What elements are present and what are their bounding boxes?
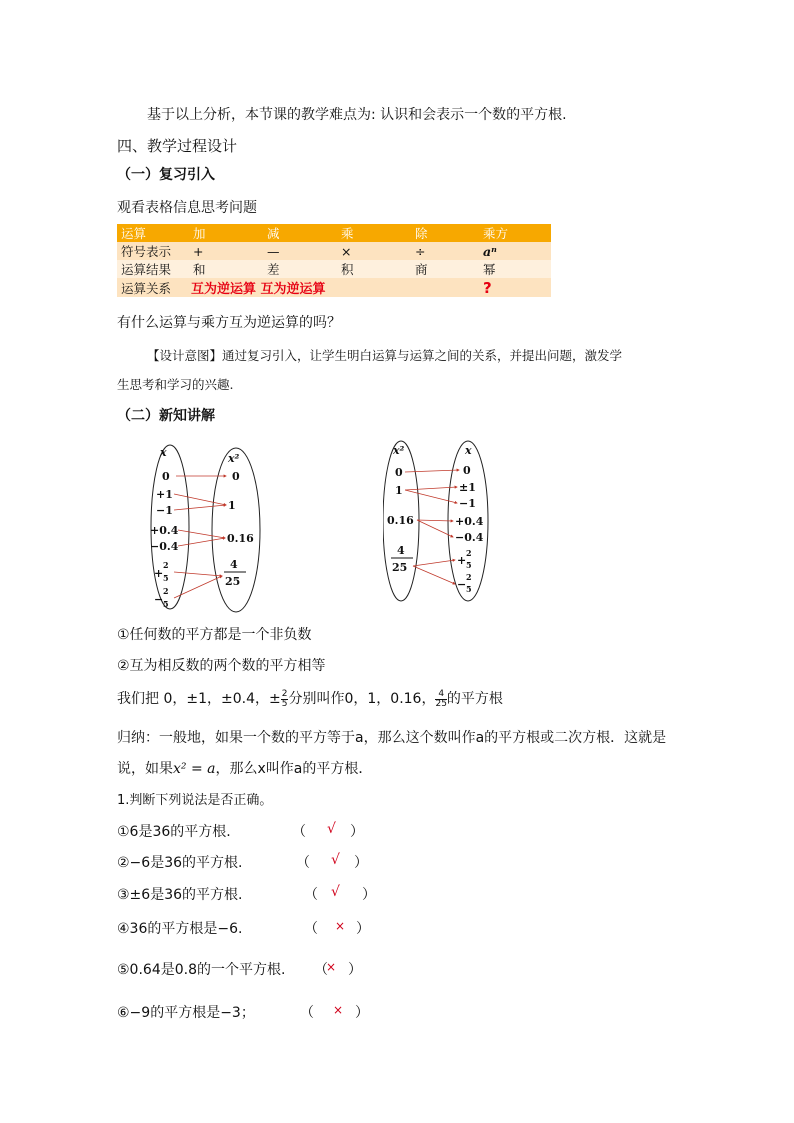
mapping-diagram-x2-to-x (383, 436, 493, 606)
value-label: 25 (392, 561, 408, 574)
square-root-statement (117, 688, 503, 709)
statement-part: 的平方根 (446, 691, 503, 707)
value-label: + (154, 567, 164, 580)
design-intent: 【设计意图】通过复习引入，让学生明白运算与运算之间的关系，并提出问题，激发学 (147, 348, 623, 363)
answer-open-paren: （ (314, 962, 328, 978)
operations-table (117, 224, 551, 297)
table-row (117, 242, 551, 260)
value-label: 1 (395, 484, 403, 497)
table-cell: + (189, 242, 263, 260)
answer-open-paren: （ (292, 824, 306, 840)
fraction: $\frac{4}{25}$ (435, 688, 447, 709)
table-row (117, 278, 551, 297)
table-cell: 除 (411, 224, 479, 242)
table-cell: 加 (189, 224, 263, 242)
question-text: 有什么运算与乘方互为逆运算的吗？ (117, 315, 341, 331)
difficulty-paragraph: 基于以上分析，本节课的教学难点为: 认识和会表示一个数的平方根. (147, 107, 567, 123)
answer-open-paren: （ (304, 887, 318, 903)
check-mark-icon: √ (327, 821, 336, 837)
definition-part: 说，如果 (117, 761, 173, 777)
frac-denominator: 5 (163, 599, 169, 609)
answer-open-paren: （ (300, 1005, 314, 1021)
frac-numerator: 2 (163, 586, 169, 596)
table-cell: 符号表示 (117, 242, 189, 260)
table-cell: 乘方 (479, 224, 551, 242)
frac-numerator: 2 (466, 572, 472, 582)
exercise-item-5: ⑤0.64是0.8的一个平方根. (117, 962, 286, 978)
relation-label: 互为逆运算 (260, 282, 326, 297)
cross-mark-icon: × (326, 960, 337, 974)
value-label: −1 (459, 497, 476, 510)
table-cell: × (337, 242, 411, 260)
x-header: x (160, 446, 167, 459)
table-cell: 积 (337, 260, 411, 278)
mapping-diagram-x-to-x2 (140, 440, 270, 615)
value-label: 0 (232, 470, 240, 483)
table-row (117, 260, 551, 278)
value-label: 25 (225, 575, 241, 588)
value-label: 0 (395, 466, 403, 479)
observe-instruction: 观看表格信息思考问题 (117, 200, 257, 216)
definition-part: ，那么x叫作a的平方根． (215, 761, 373, 777)
table-cell (337, 278, 411, 297)
x-header: x (465, 444, 472, 457)
value-label: −0.4 (455, 531, 484, 544)
cross-mark-icon: × (335, 919, 346, 933)
subsection-review: （一）复习引入 (117, 167, 215, 183)
table-cell: ? (479, 278, 551, 297)
answer-close-paren: ） (355, 1005, 369, 1021)
value-label: +0.4 (150, 524, 179, 537)
table-cell: 幂 (479, 260, 551, 278)
table-cell: ÷ (411, 242, 479, 260)
answer-close-paren: ） (350, 824, 364, 840)
check-mark-icon: √ (331, 884, 340, 900)
frac-denominator: 5 (163, 573, 169, 583)
value-label: −1 (156, 504, 173, 517)
table-cell (411, 278, 479, 297)
subsection-new-knowledge: （二）新知讲解 (117, 408, 215, 424)
x2-header: x² (228, 452, 240, 465)
exercise-item-6: ⑥−9的平方根是−3； (117, 1005, 255, 1021)
exercise-prompt: 1.判断下列说法是否正确。 (117, 793, 273, 808)
table-cell: 运算关系 (117, 278, 189, 297)
value-label: 0 (463, 464, 471, 477)
cross-mark-icon: × (333, 1003, 344, 1017)
table-cell: 减 (263, 224, 337, 242)
section-heading-4: 四、教学过程设计 (117, 137, 238, 155)
frac-denominator: 5 (466, 560, 472, 570)
design-intent-cont: 生思考和学习的兴趣. (117, 377, 234, 392)
table-cell: aⁿ (479, 242, 551, 260)
table-cell: 运算 (117, 224, 189, 242)
frac-numerator: 2 (466, 548, 472, 558)
table-cell (189, 278, 337, 297)
check-mark-icon: √ (331, 852, 340, 868)
statement-part: 我们把 0，±1，±0.4，± (117, 691, 281, 707)
table-cell: 差 (263, 260, 337, 278)
value-label: +0.4 (455, 515, 484, 528)
value-label: +1 (156, 488, 173, 501)
table-cell: 运算结果 (117, 260, 189, 278)
relation-label: 互为逆运算 (191, 282, 257, 297)
fraction: $\frac{2}{5}$ (281, 688, 288, 709)
exercise-item-3: ③±6是36的平方根. (117, 887, 243, 903)
answer-open-paren: （ (296, 855, 310, 871)
value-label: 4 (230, 558, 238, 571)
observation-1: ①任何数的平方都是一个非负数 (117, 627, 312, 643)
definition-formula: x² = a (173, 761, 216, 777)
table-cell: 乘 (337, 224, 411, 242)
value-label: −0.4 (150, 540, 179, 553)
observation-2: ②互为相反数的两个数的平方相等 (117, 658, 326, 674)
answer-close-paren: ） (356, 921, 370, 937)
answer-close-paren: ） (362, 887, 376, 903)
definition-line-2 (117, 758, 372, 778)
value-label: 1 (228, 499, 236, 512)
value-label: 0.16 (227, 532, 254, 545)
answer-close-paren: ） (354, 855, 368, 871)
answer-open-paren: （ (304, 921, 318, 937)
x2-header: x² (393, 444, 405, 457)
exercise-item-1: ①6是36的平方根. (117, 824, 231, 840)
table-header-row (117, 224, 551, 242)
frac-denominator: 5 (466, 584, 472, 594)
value-label: − (457, 578, 467, 591)
table-cell: — (263, 242, 337, 260)
frac-numerator: 2 (163, 560, 169, 570)
value-label: 0 (162, 470, 170, 483)
value-label: 4 (397, 544, 405, 557)
value-label: ±1 (459, 481, 476, 494)
exercise-item-4: ④36的平方根是−6. (117, 921, 243, 937)
exercise-item-2: ②−6是36的平方根. (117, 855, 243, 871)
value-label: − (154, 593, 164, 606)
value-label: 0.16 (387, 514, 414, 527)
value-label: + (457, 554, 467, 567)
statement-part: 分别叫作0，1，0.16， (288, 691, 436, 707)
answer-close-paren: ） (348, 962, 362, 978)
table-cell: 商 (411, 260, 479, 278)
definition-line-1: 归纳：一般地，如果一个数的平方等于a，那么这个数叫作a的平方根或二次方根．这就是 (117, 730, 667, 746)
table-cell: 和 (189, 260, 263, 278)
